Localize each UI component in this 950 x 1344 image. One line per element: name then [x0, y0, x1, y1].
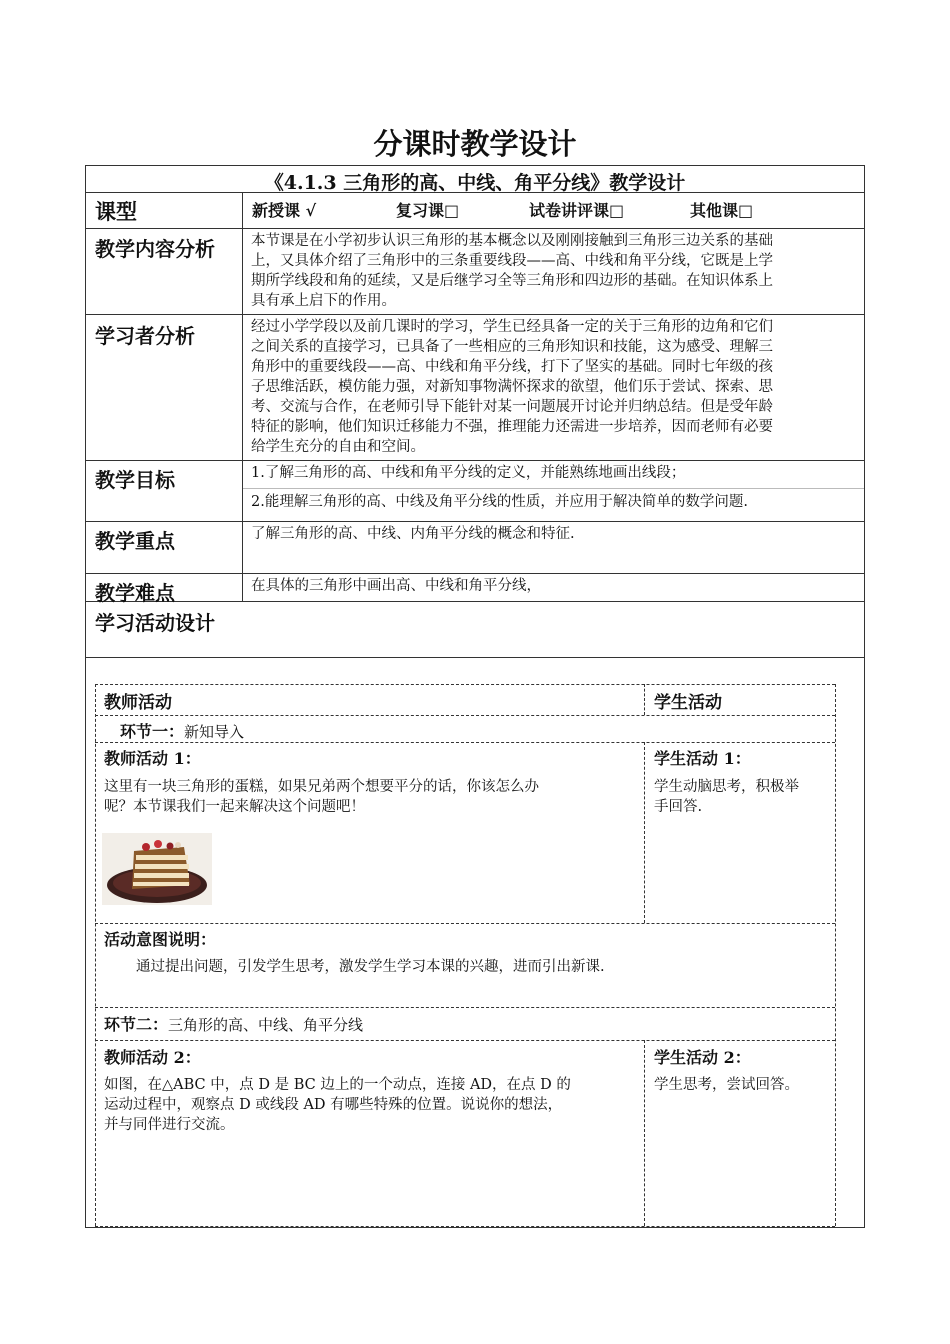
teacher-activity-1-label: 教师活动 1： [104, 749, 201, 768]
dashed-line [95, 684, 96, 1226]
section-2-title: 三角形的高、中线、角平分线 [168, 1016, 364, 1034]
dashed-line [95, 715, 835, 716]
row-divider [85, 657, 865, 658]
course-type-label: 课型 [95, 199, 137, 224]
objectives-label: 教学目标 [95, 468, 175, 492]
student-activity-header: 学生活动 [654, 693, 722, 713]
dashed-line [95, 1226, 835, 1227]
activity-design-label: 学习活动设计 [95, 611, 215, 635]
text-line: 子思维活跃，模仿能力强，对新知事物满怀探求的欲望，他们乐于尝试、探索、思 [251, 379, 773, 395]
table-border-left [85, 165, 86, 1228]
dashed-line [644, 742, 645, 923]
document-title: 《4.1.3 三角形的高、中线、角平分线》教学设计 [264, 172, 686, 194]
text-line: 呢？本节课我们一起来解决这个问题吧！ [104, 799, 365, 815]
section-1-title: 新知导入 [184, 723, 245, 741]
dashed-line [835, 684, 836, 1226]
student-activity-2-text: 学生思考，尝试回答。 [654, 1077, 799, 1093]
course-type-exam-review: 试卷讲评课□ [529, 201, 625, 220]
dashed-line [95, 923, 835, 924]
text-line: 期所学线段和角的延续，又是后继学习全等三角形和四边形的基础。在知识体系上 [251, 273, 773, 289]
objective-divider [243, 488, 864, 489]
row-divider [85, 460, 865, 461]
row-divider [85, 314, 865, 315]
dashed-line [95, 1040, 835, 1041]
column-divider [242, 192, 243, 601]
text-line: 上，又具体介绍了三角形中的三条重要线段——高、中线和角平分线，它既是上学 [251, 253, 773, 269]
section-2 [104, 1012, 363, 1035]
cake-image [102, 833, 212, 905]
key-points-label: 教学重点 [95, 529, 175, 553]
text-line: 之间关系的直接学习，已具备了一些相应的三角形知识和技能，这为感受、理解三 [251, 339, 773, 355]
learner-analysis-label: 学习者分析 [95, 324, 195, 348]
text-line: 角形中的重要线段——高、中线和角平分线，打下了坚实的基础。同时七年级的孩 [251, 359, 773, 375]
course-type-other: 其他课□ [690, 201, 754, 220]
difficulties-label: 教学难点 [95, 581, 175, 605]
text-line: 经过小学学段以及前几课时的学习，学生已经具备一定的关于三角形的边角和它们 [251, 319, 773, 335]
table-border-right [864, 165, 865, 1228]
content-analysis-label: 教学内容分析 [95, 237, 215, 261]
dashed-line [644, 1040, 645, 1226]
text-line: 运动过程中，观察点 D 或线段 AD 有哪些特殊的位置。说说你的想法， [104, 1097, 563, 1113]
activity-intent-label: 活动意图说明： [104, 930, 217, 949]
text-line: 学生动脑思考，积极举 [654, 779, 799, 795]
difficulties-text: 在具体的三角形中画出高、中线和角平分线， [251, 578, 541, 594]
teacher-activity-header: 教师活动 [104, 693, 172, 713]
text-line: 手回答. [654, 799, 703, 815]
page-title: 分课时教学设计 [373, 127, 577, 161]
section-2-label: 环节二： [104, 1015, 169, 1034]
learner-analysis-text [251, 317, 856, 457]
row-divider [85, 601, 865, 602]
student-activity-1-text [654, 777, 829, 817]
cake-illustration [102, 833, 212, 905]
dashed-line [95, 684, 835, 685]
text-line: 给学生充分的自由和空间。 [251, 439, 425, 455]
objective-item-2: 2.能理解三角形的高、中线及角平分线的性质，并应用于解决简单的数学问题. [251, 494, 748, 510]
activity-intent-text: 通过提出问题，引发学生思考，激发学生学习本课的兴趣，进而引出新课. [136, 959, 605, 975]
dashed-line [644, 684, 645, 715]
student-activity-1-label: 学生活动 1： [654, 749, 751, 768]
student-activity-2-label: 学生活动 2： [654, 1048, 751, 1067]
course-type-review: 复习课□ [396, 201, 460, 220]
row-divider [85, 521, 865, 522]
text-line: 考、交流与合作，在老师引导下能针对某一问题展开讨论并归纳总结。但是受年龄 [251, 399, 773, 415]
dashed-line [95, 742, 835, 743]
text-line: 特征的影响，他们知识迁移能力不强，推理能力还需进一步培养，因而老师有必要 [251, 419, 773, 435]
section-1 [120, 719, 244, 742]
teacher-activity-1-text [104, 777, 634, 817]
teacher-activity-2-text [104, 1075, 634, 1135]
text-line: 本节课是在小学初步认识三角形的基本概念以及刚刚接触到三角形三边关系的基础 [251, 233, 773, 249]
key-points-text: 了解三角形的高、中线、内角平分线的概念和特征. [251, 526, 575, 542]
row-divider [85, 228, 865, 229]
text-line: 这里有一块三角形的蛋糕，如果兄弟两个想要平分的话，你该怎么办 [104, 779, 539, 795]
dashed-line [95, 1007, 835, 1008]
section-1-label: 环节一： [120, 722, 185, 741]
row-divider [85, 573, 865, 574]
table-border-top [85, 165, 865, 166]
table-border-bottom [85, 1227, 865, 1228]
objective-item-1: 1.了解三角形的高、中线和角平分线的定义，并能熟练地画出线段； [251, 465, 686, 481]
text-line: 如图，在△ABC 中，点 D 是 BC 边上的一个动点，连接 AD，在点 D 的 [104, 1077, 571, 1093]
text-line: 具有承上启下的作用。 [251, 293, 396, 309]
content-analysis-text [251, 231, 856, 311]
text-line: 并与同伴进行交流。 [104, 1117, 235, 1133]
teacher-activity-2-label: 教师活动 2： [104, 1048, 201, 1067]
course-type-new: 新授课 √ [252, 201, 317, 220]
